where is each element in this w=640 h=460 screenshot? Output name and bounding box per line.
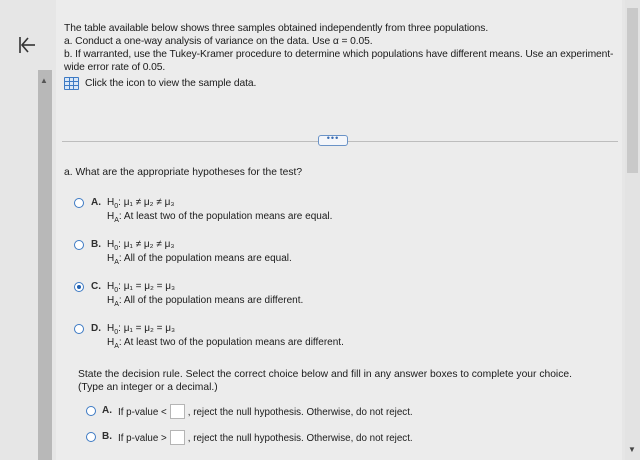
alt-hypothesis: $H_A$: At least two of the population means are equal.: [107, 211, 333, 224]
decision-a-before: If p-value <: [118, 406, 167, 418]
intro-line-3: b. If warranted, use the Tukey-Kramer procedure to determine which populations have different means. Use an experiment-wide error rate of 0.05.: [64, 49, 614, 73]
option-letter: B.: [91, 239, 101, 250]
option-letter: A.: [102, 405, 112, 416]
decision-line-1: State the decision rule. Select the correct choice below and fill in any answer boxes to complete your choice.: [78, 369, 572, 380]
alt-hypothesis: $H_A$: At least two of the population means are different.: [107, 337, 344, 350]
radio-b[interactable]: [74, 240, 84, 250]
intro-line-1: The table available below shows three samples obtained independently from three populations.: [64, 23, 489, 34]
decision-radio-b[interactable]: [86, 432, 96, 442]
view-data-label[interactable]: Click the icon to view the sample data.: [85, 78, 257, 89]
p-value-input-b[interactable]: [170, 430, 185, 445]
hypotheses-question: a. What are the appropriate hypotheses for the test?: [64, 167, 303, 178]
option-letter: D.: [91, 323, 101, 334]
back-arrow-icon[interactable]: [16, 34, 38, 56]
alt-hypothesis: $H_A$: All of the population means are different.: [107, 295, 304, 308]
intro-line-2: a. Conduct a one-way analysis of variance on the data. Use α = 0.05.: [64, 36, 373, 47]
p-value-input-a[interactable]: [170, 404, 185, 419]
radio-c[interactable]: [74, 282, 84, 292]
alt-hypothesis: $H_A$: All of the population means are equal.: [107, 253, 292, 266]
null-hypothesis: $H_0$: μ₁ = μ₂ = μ₃: [107, 281, 176, 294]
expand-more-button[interactable]: •••: [318, 135, 348, 146]
view-sample-data-link[interactable]: [64, 77, 616, 90]
decision-radio-a[interactable]: [86, 406, 96, 416]
decision-rule-prompt: [78, 368, 608, 394]
scrollbar-thumb[interactable]: [627, 8, 638, 173]
question-panel: [56, 0, 622, 460]
radio-a[interactable]: [74, 198, 84, 208]
left-scroll-rail[interactable]: [38, 70, 52, 460]
vertical-scrollbar[interactable]: [625, 0, 640, 460]
scroll-up-icon[interactable]: ▲: [40, 76, 48, 85]
option-letter: A.: [91, 197, 101, 208]
option-letter: B.: [102, 431, 112, 442]
null-hypothesis: $H_0$: μ₁ ≠ μ₂ ≠ μ₃: [107, 197, 175, 210]
decision-b-before: If p-value >: [118, 432, 167, 444]
data-table-icon[interactable]: [64, 77, 79, 90]
option-letter: C.: [91, 281, 101, 292]
decision-line-2: (Type an integer or a decimal.): [78, 382, 218, 393]
null-hypothesis: $H_0$: μ₁ ≠ μ₂ ≠ μ₃: [107, 239, 175, 252]
problem-intro: [64, 22, 616, 90]
null-hypothesis: $H_0$: μ₁ = μ₂ = μ₃: [107, 323, 176, 336]
scroll-down-icon[interactable]: ▼: [628, 445, 636, 454]
decision-a-after: , reject the null hypothesis. Otherwise, do not reject.: [187, 406, 413, 418]
decision-b-after: , reject the null hypothesis. Otherwise, do not reject.: [187, 432, 413, 444]
radio-d[interactable]: [74, 324, 84, 334]
